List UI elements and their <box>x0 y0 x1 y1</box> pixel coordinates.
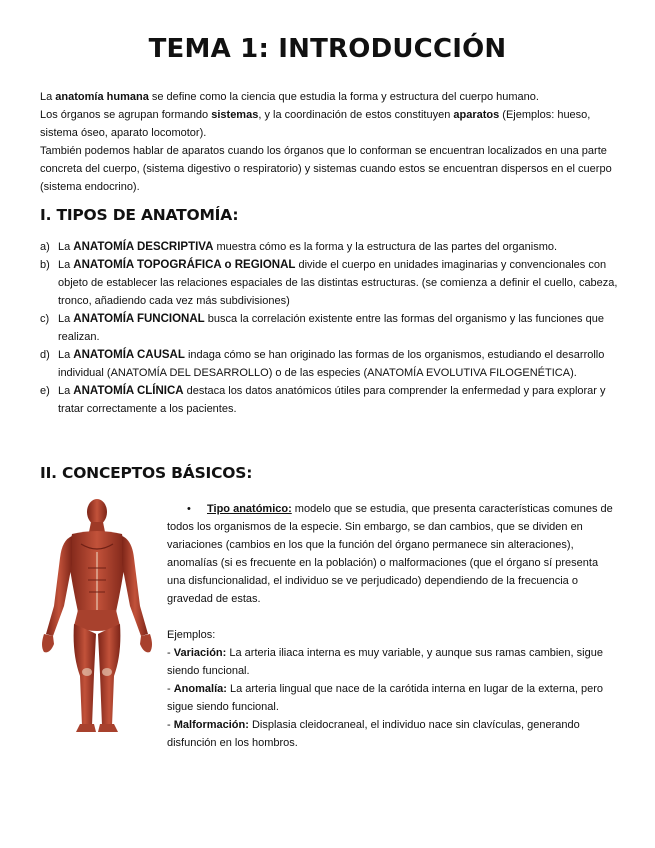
example-item: - Variación: La arteria iliaca interna es muy variable, y aunque sus ramas cambien, sigue siendo funcional. <box>167 647 603 677</box>
list-item: b) La ANATOMÍA TOPOGRÁFICA o REGIONAL divide el cuerpo en unidades imaginarias y convencionales con objeto de establecer las relaciones espaciales de las distintas estructuras. (se comienza a definir el cuello, cabeza, tronco, añadiendo cada vez más subdivisiones) <box>40 259 618 307</box>
examples-label: Ejemplos: <box>167 629 216 641</box>
page-title: TEMA 1: INTRODUCCIÓN <box>148 34 507 64</box>
list-item: a) La ANATOMÍA DESCRIPTIVA muestra cómo es la forma y la estructura de las partes del organismo. <box>40 241 558 253</box>
anatomy-types-list <box>40 238 620 418</box>
section-heading-tipos: I. TIPOS DE ANATOMÍA: <box>40 206 239 224</box>
term-tipo-anatomico: Tipo anatómico: <box>207 503 292 515</box>
bullet-icon: • <box>187 503 191 515</box>
intro-paragraph-3: También podemos hablar de aparatos cuando los órganos que lo conforman se encuentran localizados en una parte concreta del cuerpo, (sistema digestivo o respiratorio) y sistemas cuando estos se encuentran dispersos en el cuerpo (sistema endocrino). <box>40 145 612 193</box>
list-item: e) La ANATOMÍA CLÍNICA destaca los datos anatómicos útiles para comprender la enfermedad y para explorar y tratar correctamente a los pacientes. <box>40 385 606 415</box>
list-item: d) La ANATOMÍA CAUSAL indaga cómo se han originado las formas de los organismos, estudiando el desarrollo individual (ANATOMÍA DEL DESARROLLO) o de las especies (ANATOMÍA EVOLUTIVA FILOGENÉTICA). <box>40 349 605 379</box>
example-item: - Anomalía: La arteria lingual que nace de la carótida interna en lugar de la externa, pero sigue siendo funcional. <box>167 683 604 713</box>
list-item: c) La ANATOMÍA FUNCIONAL busca la correlación existente entre las formas del organismo y las funciones que realizan. <box>40 313 604 343</box>
concept-tipo-anatomico: • Tipo anatómico: modelo que se estudia, que presenta características comunes de todos los organismos de la especie. Sin embargo, se dan cambios, que se dividen en variaciones (cambios en los que la función del órgano permanece sin alteraciones), anomalías (si es frecuente en la población) o malformaciones (que el órgano sí presenta una disfuncionalidad, el individuo se ve perjudicado) dependiendo de la frecuencia o gravedad de estas. <box>167 500 619 608</box>
concepts-text <box>167 500 619 752</box>
example-item: - Malformación: Displasia cleidocraneal, el individuo nace sin clavículas, generando disfunción en los hombros. <box>167 719 580 749</box>
intro-text <box>40 88 618 196</box>
human-muscle-anatomy-figure-icon <box>36 494 158 734</box>
intro-paragraph-2: Los órganos se agrupan formando sistemas, y la coordinación de estos constituyen aparatos (Ejemplos: hueso, sistema óseo, aparato locomotor). <box>40 109 591 139</box>
intro-paragraph-1: La anatomía humana se define como la ciencia que estudia la forma y estructura del cuerpo humano. <box>40 91 539 103</box>
section-heading-conceptos: II. CONCEPTOS BÁSICOS: <box>40 464 253 482</box>
term-sistemas: sistemas <box>211 109 259 121</box>
term-anatomia-humana: anatomía humana <box>55 91 149 103</box>
term-aparatos: aparatos <box>453 109 500 121</box>
